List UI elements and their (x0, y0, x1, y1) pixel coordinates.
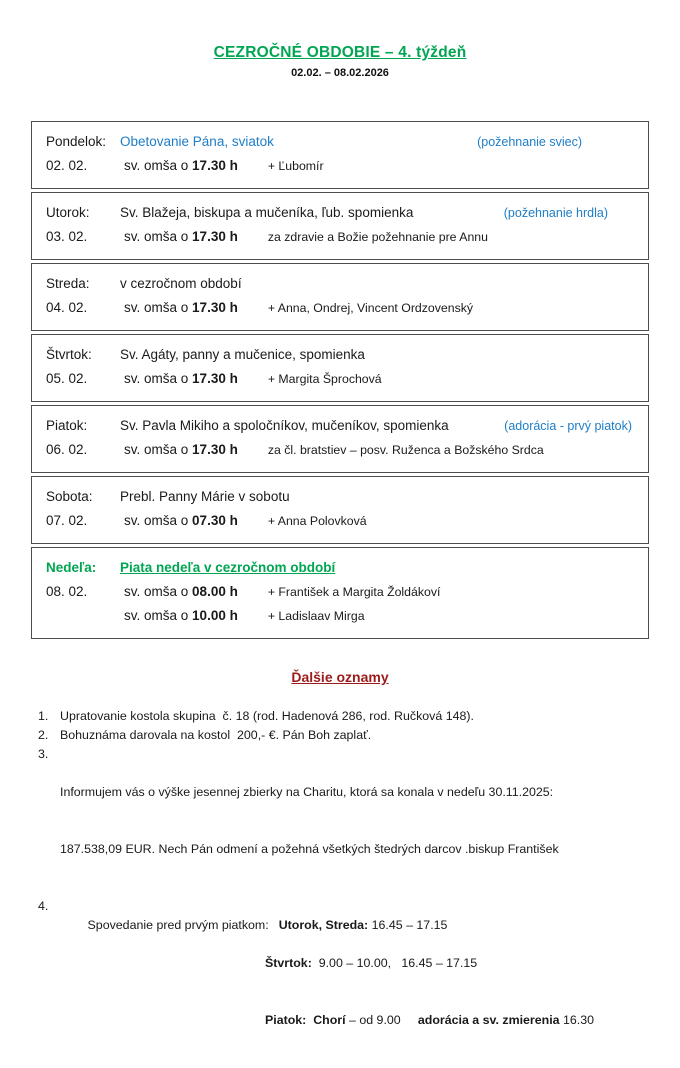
mass-intention: za čl. bratstiev – posv. Ruženca a Božského Srdca (267, 443, 544, 457)
schedule-row-monday (31, 121, 649, 189)
mass-time: 08.00 h (192, 584, 238, 599)
item-text (60, 745, 649, 897)
feast-title: Sv. Blažeja, biskupa a mučeníka, ľub. spomienka (120, 205, 414, 220)
date-label: 03. 02. (46, 229, 88, 244)
mass-time: 17.30 h (192, 229, 238, 244)
feast-title: Obetovanie Pána, sviatok (120, 134, 274, 149)
mass-prefix: sv. omša o (124, 608, 189, 623)
page-title: CEZROČNÉ OBDOBIE – 4. týždeň (213, 44, 467, 61)
mass-time: 07.30 h (192, 513, 238, 528)
item-text: Upratovanie kostola skupina č. 18 (rod. Hadenová 286, rod. Ručková 148). (60, 709, 474, 723)
confession-adoration-time: 16.30 (559, 1013, 594, 1027)
schedule-row-sunday (31, 547, 649, 639)
mass-intention: + Margita Šprochová (267, 372, 382, 386)
item-text-line1: Informujem vás o výške jesennej zbierky na Charitu, ktorá sa konala v nedeľu 30.11.2025: (60, 785, 554, 799)
mass-prefix: sv. omša o (124, 442, 189, 457)
confession-line-2 (265, 954, 649, 973)
feast-title: Prebl. Panny Márie v sobotu (120, 489, 290, 504)
mass-intention: + Ľubomír (267, 159, 324, 173)
item-text: Bohuznáma darovala na kostol 200,- €. Pán Boh zaplať. (60, 728, 372, 742)
feast-title: Sv. Pavla Mikiho a spoločníkov, mučeníkov, spomienka (120, 418, 449, 433)
date-label: 06. 02. (46, 442, 88, 457)
item-text-line2: 187.538,09 EUR. Nech Pán odmení a požehná všetkých štedrých darcov .biskup František (60, 842, 559, 856)
list-item (38, 745, 649, 897)
feast-note: (adorácia - prvý piatok) (504, 419, 632, 433)
announcements-header (31, 669, 649, 687)
mass-time: 17.30 h (192, 300, 238, 315)
day-label: Štvrtok: (46, 347, 92, 362)
mass-intention: + Ladislaav Mirga (267, 609, 365, 623)
mass-intention: + Anna, Ondrej, Vincent Ordzovenský (267, 301, 474, 315)
list-item (38, 897, 649, 1068)
day-label: Piatok: (46, 418, 88, 433)
confession-day-times: 16.45 – 17.15 (368, 918, 448, 932)
item-number: 2. (38, 728, 49, 742)
weekly-schedule-table (31, 121, 649, 639)
mass-prefix: sv. omša o (124, 300, 189, 315)
schedule-row-wednesday (31, 263, 649, 331)
mass-prefix: sv. omša o (124, 158, 189, 173)
date-label: 02. 02. (46, 158, 88, 173)
item-number: 4. (38, 899, 49, 913)
announcements-title: Ďalšie oznamy (291, 669, 389, 685)
date-label: 08. 02. (46, 584, 88, 599)
date-label: 07. 02. (46, 513, 88, 528)
confession-lead: Spovedanie pred prvým piatkom: (87, 918, 269, 932)
confession-schedule (60, 897, 649, 1068)
mass-prefix: sv. omša o (124, 584, 189, 599)
day-label: Nedeľa: (46, 560, 97, 575)
schedule-row-tuesday (31, 192, 649, 260)
mass-time: 10.00 h (192, 608, 238, 623)
confession-line-3 (265, 1011, 649, 1030)
feast-title: Sv. Agáty, panny a mučenice, spomienka (120, 347, 365, 362)
confession-day-bold: Piatok: Chorí (265, 1013, 346, 1027)
schedule-row-saturday (31, 476, 649, 544)
confession-adoration-bold: adorácia a sv. zmierenia (417, 1013, 560, 1027)
feast-title: v cezročnom období (120, 276, 242, 291)
feast-note: (požehnanie sviec) (477, 135, 582, 149)
mass-prefix: sv. omša o (124, 371, 189, 386)
day-label: Sobota: (46, 489, 93, 504)
confession-day-bold: Štvrtok: (265, 956, 312, 970)
feast-title: Piata nedeľa v cezročnom období (120, 560, 336, 575)
mass-time: 17.30 h (192, 442, 238, 457)
date-label: 04. 02. (46, 300, 88, 315)
confession-day-times: – od 9.00 (345, 1013, 418, 1027)
mass-intention: + Anna Polovková (267, 514, 367, 528)
announcements-list (31, 707, 649, 1068)
mass-prefix: sv. omša o (124, 513, 189, 528)
confession-day-bold: Utorok, Streda: (278, 918, 369, 932)
item-number: 1. (38, 709, 49, 723)
day-label: Streda: (46, 276, 90, 291)
schedule-row-thursday (31, 334, 649, 402)
day-label: Utorok: (46, 205, 90, 220)
day-label: Pondelok: (46, 134, 107, 149)
feast-note: (požehnanie hrdla) (503, 206, 608, 220)
list-item (38, 707, 649, 726)
mass-time: 17.30 h (192, 158, 238, 173)
date-label: 05. 02. (46, 371, 88, 386)
schedule-row-friday (31, 405, 649, 473)
document-header (31, 44, 649, 79)
mass-intention: za zdravie a Božie požehnanie pre Annu (267, 230, 488, 244)
mass-intention: + František a Margita Žoldákoví (267, 585, 441, 599)
confession-day-times: 9.00 – 10.00, 16.45 – 17.15 (311, 956, 478, 970)
list-item (38, 726, 649, 745)
date-range: 02.02. – 08.02.2026 (291, 67, 389, 79)
mass-time: 17.30 h (192, 371, 238, 386)
item-number: 3. (38, 747, 49, 761)
confession-line-1 (88, 918, 448, 932)
mass-prefix: sv. omša o (124, 229, 189, 244)
